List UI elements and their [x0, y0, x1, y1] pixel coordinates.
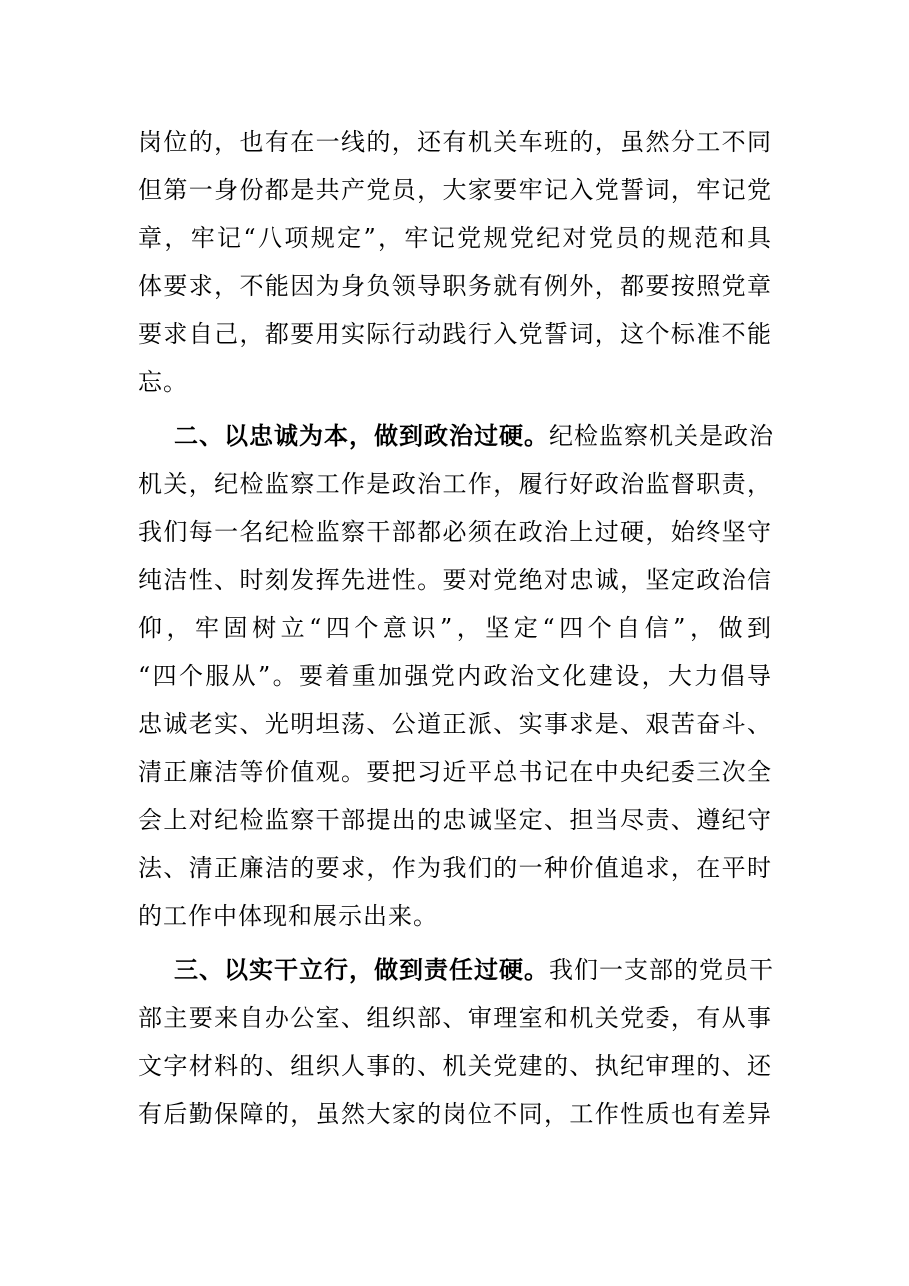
- text-line: 要求自己，都要用实际行动践行入党誓词，这个标准不能: [138, 320, 772, 348]
- heading-continuation: 纪检监察机关是政治: [549, 422, 774, 450]
- section-heading: 二、以忠诚为本，做到政治过硬。: [174, 421, 549, 450]
- text-line: 章，牢记“八项规定”，牢记党规党纪对党员的规范和具: [138, 224, 772, 252]
- text-line: 忘。: [138, 368, 188, 396]
- text-line: 的工作中体现和展示出来。: [138, 902, 438, 930]
- text-line: 文字材料的、组织人事的、机关党建的、执纪审理的、还: [138, 1052, 772, 1080]
- text-line: 忠诚老实、光明坦荡、公道正派、实事求是、艰苦奋斗、: [138, 710, 772, 738]
- text-line: 机关，纪检监察工作是政治工作，履行好政治监督职责，: [138, 470, 772, 498]
- text-line: “四个服从”。要着重加强党内政治文化建设，大力倡导: [138, 662, 772, 690]
- text-line: 法、清正廉洁的要求，作为我们的一种价值追求，在平时: [138, 854, 772, 882]
- text-line: [138, 412, 772, 460]
- text-line: 仰，牢固树立“四个意识”，坚定“四个自信”，做到: [138, 614, 772, 642]
- text-line: 我们每一名纪检监察干部都必须在政治上过硬，始终坚守: [138, 518, 772, 546]
- text-line: 纯洁性、时刻发挥先进性。要对党绝对忠诚，坚定政治信: [138, 566, 772, 594]
- paragraph-1: [138, 118, 772, 406]
- text-line: 会上对纪检监察干部提出的忠诚坚定、担当尽责、遵纪守: [138, 806, 772, 834]
- text-line: 有后勤保障的，虽然大家的岗位不同，工作性质也有差异: [138, 1100, 772, 1128]
- paragraph-2: [138, 412, 772, 940]
- document-body: [138, 118, 772, 1138]
- paragraph-3: [138, 946, 772, 1138]
- text-line: 但第一身份都是共产党员，大家要牢记入党誓词，牢记党: [138, 176, 772, 204]
- text-line: 岗位的，也有在一线的，还有机关车班的，虽然分工不同: [138, 128, 772, 156]
- text-line: [138, 946, 772, 994]
- heading-continuation: 我们一支部的党员干: [549, 956, 774, 984]
- text-line: 清正廉洁等价值观。要把习近平总书记在中央纪委三次全: [138, 758, 772, 786]
- section-heading: 三、以实干立行，做到责任过硬。: [174, 955, 549, 984]
- text-line: 部主要来自办公室、组织部、审理室和机关党委，有从事: [138, 1004, 772, 1032]
- text-line: 体要求，不能因为身负领导职务就有例外，都要按照党章: [138, 272, 772, 300]
